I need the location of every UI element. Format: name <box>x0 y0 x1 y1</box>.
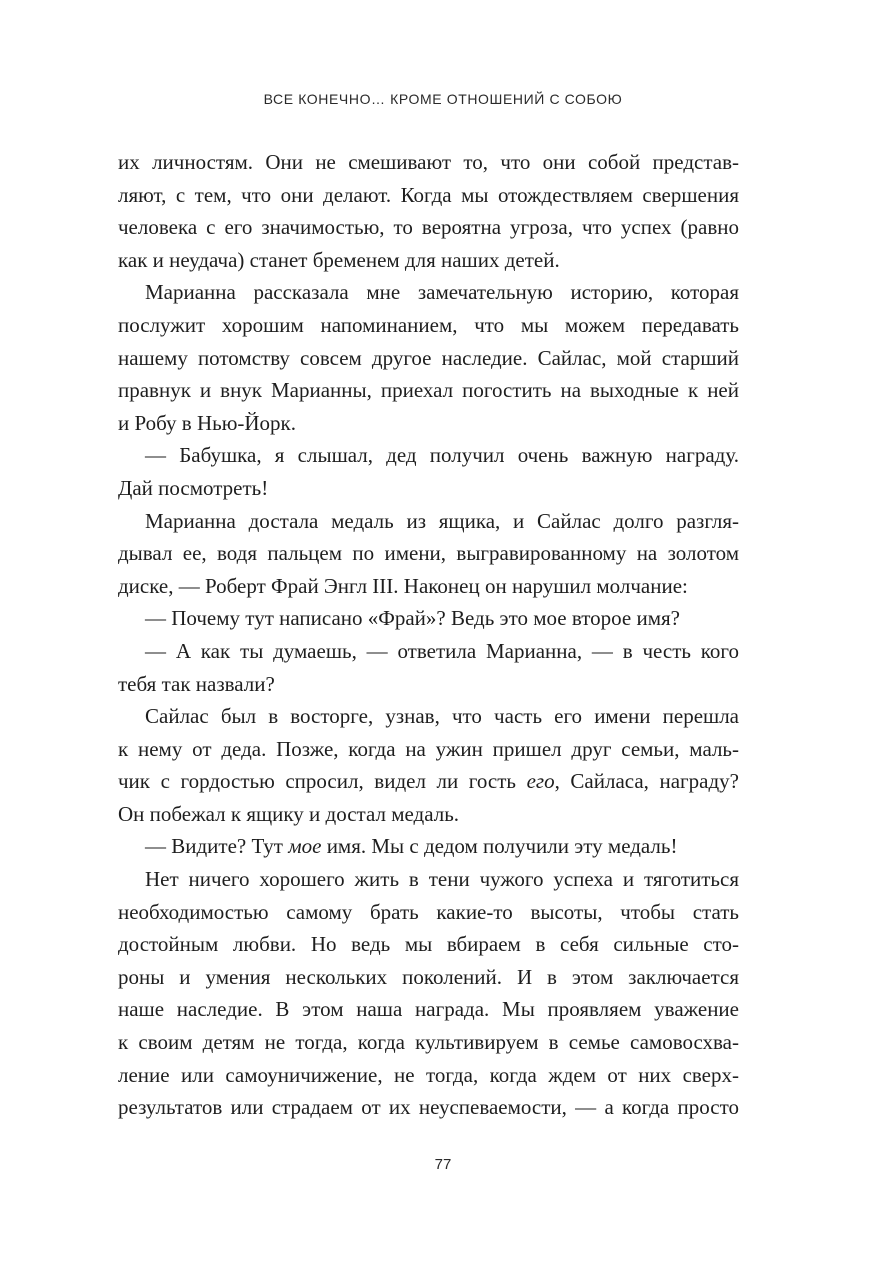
text-line: ление или самоуничижение, не тогда, когда ждем от них сверх- <box>118 1062 739 1087</box>
text-fragment: , Сайласа, награду? <box>554 769 739 794</box>
text-line: ляют, с тем, что они делают. Когда мы отождествляем свершения <box>118 182 739 207</box>
text-line: Марианна рассказала мне замечательную историю, которая <box>145 280 739 305</box>
text-line: и Робу в Нью-Йорк. <box>118 410 296 435</box>
text-line: дывал ее, водя пальцем по имени, выгравированному на золотом <box>118 541 739 566</box>
text-line: тебя так назвали? <box>118 671 275 696</box>
body-text <box>118 146 739 1124</box>
text-line: роны и умения нескольких поколений. И в этом заключается <box>118 964 739 989</box>
text-line: наше наследие. В этом наша награда. Мы проявляем уважение <box>118 997 739 1022</box>
text-line <box>118 765 739 798</box>
text-fragment: чик с гордостью спросил, видел ли гость <box>118 769 527 794</box>
text-line: их личностям. Они не смешивают то, что они собой представ- <box>118 150 739 174</box>
text-line: к нему от деда. Позже, когда на ужин пришел друг семьи, маль- <box>118 736 739 761</box>
text-line: необходимостью самому брать какие-то высоты, чтобы стать <box>118 899 739 924</box>
text-line: человека с его значимостью, то вероятна угроза, что успех (равно <box>118 215 739 240</box>
text-line: достойным любви. Но ведь мы вбираем в себя сильные сто- <box>118 932 739 957</box>
text-line: — Почему тут написано «Фрай»? Ведь это мое второе имя? <box>145 606 680 631</box>
text-line: результатов или страдаем от их неуспеваемости, — а когда просто <box>118 1095 739 1120</box>
text-line: нашему потомству совсем другое наследие. Сайлас, мой старший <box>118 345 739 370</box>
text-line: Марианна достала медаль из ящика, и Сайлас долго разгля- <box>145 508 739 533</box>
text-line: Он побежал к ящику и достал медаль. <box>118 801 460 826</box>
text-line: послужит хорошим напоминанием, что мы можем передавать <box>118 312 739 337</box>
text-fragment: имя. Мы с дедом получили эту медаль! <box>321 834 678 859</box>
text-line: Нет ничего хорошего жить в тени чужого успеха и тяготиться <box>145 867 739 892</box>
running-header: ВСЕ КОНЕЧНО… КРОМЕ ОТНОШЕНИЙ С СОБОЮ <box>263 91 623 107</box>
text-fragment: — Видите? Тут <box>145 834 289 859</box>
text-line: диске, — Роберт Фрай Энгл III. Наконец он нарушил молчание: <box>118 573 688 598</box>
text-line: Сайлас был в восторге, узнав, что часть его имени перешла <box>145 704 739 729</box>
page-number: 77 <box>434 1156 452 1173</box>
text-line: как и неудача) станет бременем для наших детей. <box>118 247 560 272</box>
text-line: к своим детям не тогда, когда культивируем в семье самовосхва- <box>118 1030 739 1055</box>
emphasis: его <box>526 769 555 794</box>
text-line <box>118 830 739 863</box>
text-line: — А как ты думаешь, — ответила Марианна, — в честь кого <box>145 638 739 663</box>
emphasis: мое <box>288 834 322 859</box>
text-line: — Бабушка, я слышал, дед получил очень важную награду. <box>145 443 739 468</box>
text-line: правнук и внук Марианны, приехал погостить на выходные к ней <box>118 378 739 403</box>
text-line: Дай посмотреть! <box>118 475 269 500</box>
